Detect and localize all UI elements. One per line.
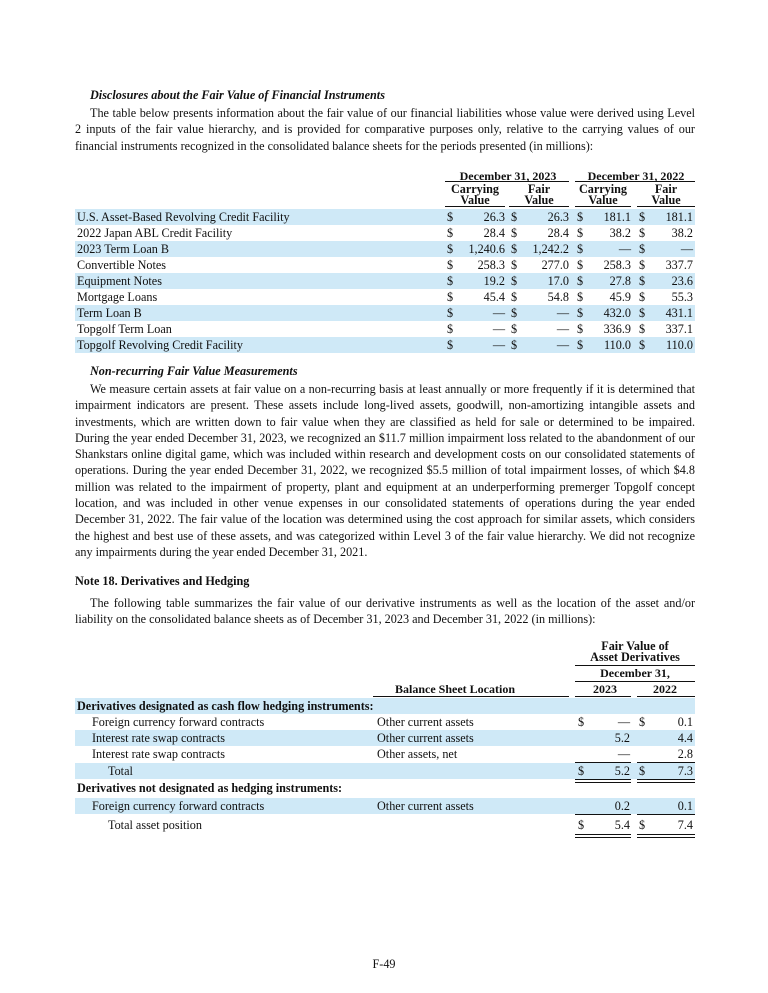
cell-value: —: [618, 242, 631, 256]
column-header-fair-2022: Fair Value: [651, 182, 681, 207]
row-location: Other current assets: [377, 731, 474, 745]
currency-symbol: $: [511, 322, 518, 336]
fair-value-intro-paragraph: The table below presents information about the fair value of our financial liabilities whose value were derived using Level 2 inputs of the fair value hierarchy, and is provided for comparative purposes only, relative to the carrying values of our financial instruments recognized in the consolidated balance sheets for the periods presented (in millions):: [75, 106, 695, 153]
cell-value: 432.0: [603, 306, 631, 320]
currency-symbol: $: [511, 338, 518, 352]
row-label: U.S. Asset-Based Revolving Credit Facility: [77, 210, 290, 224]
currency-symbol: $: [578, 715, 585, 729]
row-location: Other current assets: [377, 799, 474, 813]
row-label: Foreign currency forward contracts: [92, 715, 265, 729]
cell-value: —: [617, 747, 630, 761]
currency-symbol: $: [578, 818, 585, 832]
period-header-2023: December 31, 2023: [459, 169, 557, 183]
cell-value: 7.3: [677, 764, 693, 778]
cell-value: 1,242.2: [532, 242, 569, 256]
cell-value: 38.2: [671, 226, 693, 240]
cell-value: 17.0: [547, 274, 569, 288]
currency-symbol: $: [447, 274, 454, 288]
cell-value: —: [556, 338, 569, 352]
column-rule: [373, 696, 569, 697]
group-label: Derivatives designated as cash flow hedging instruments:: [77, 699, 374, 713]
column-header-carrying-2023: Carrying Value: [450, 182, 500, 207]
currency-symbol: $: [447, 306, 454, 320]
cell-value: 54.8: [547, 290, 569, 304]
double-underline: [637, 834, 695, 838]
currency-symbol: $: [577, 322, 584, 336]
row-label: Interest rate swap contracts: [92, 747, 225, 761]
cell-value: 337.1: [665, 322, 693, 336]
group-label: Derivatives not designated as hedging instruments:: [77, 781, 343, 795]
row-label: Convertible Notes: [77, 258, 167, 272]
cell-value: 26.3: [483, 210, 505, 224]
table-row: [75, 241, 695, 257]
currency-symbol: $: [511, 290, 518, 304]
cell-value: 181.1: [665, 210, 693, 224]
currency-symbol: $: [511, 242, 518, 256]
asset-derivatives-header: Fair Value of Asset Derivatives: [590, 639, 680, 664]
cell-value: 5.4: [614, 818, 630, 832]
row-location: Other assets, net: [377, 747, 458, 761]
cell-value: 0.2: [614, 799, 630, 813]
currency-symbol: $: [639, 274, 646, 288]
currency-symbol: $: [639, 210, 646, 224]
currency-symbol: $: [511, 226, 518, 240]
group-header-not-designated: [75, 780, 695, 796]
row-label: 2022 Japan ABL Credit Facility: [77, 226, 233, 240]
currency-symbol: $: [577, 242, 584, 256]
column-rule: [575, 696, 631, 697]
currency-symbol: $: [577, 226, 584, 240]
currency-symbol: $: [639, 818, 646, 832]
cell-value: —: [556, 322, 569, 336]
currency-symbol: $: [639, 242, 646, 256]
cell-value: 2.8: [677, 747, 693, 761]
group-header-cash-flow-hedging: [75, 698, 695, 714]
currency-symbol: $: [511, 258, 518, 272]
cell-value: 110.0: [604, 338, 631, 352]
currency-symbol: $: [447, 210, 454, 224]
balance-sheet-location-header: Balance Sheet Location: [395, 682, 515, 696]
section-heading-fair-value-disclosures: Disclosures about the Fair Value of Financial Instruments: [90, 88, 385, 102]
cell-value: 258.3: [603, 258, 631, 272]
column-header-fair-2023: Fair Value: [524, 182, 554, 207]
cell-value: 110.0: [666, 338, 693, 352]
currency-symbol: $: [577, 338, 584, 352]
cell-value: —: [492, 322, 505, 336]
year-header-2023: 2023: [593, 682, 617, 696]
cell-value: 28.4: [483, 226, 505, 240]
cell-value: —: [492, 338, 505, 352]
table-row: [75, 714, 695, 730]
currency-symbol: $: [639, 715, 646, 729]
cell-value: 258.3: [477, 258, 505, 272]
table-row: [75, 746, 695, 762]
row-label: Total: [108, 764, 133, 778]
subtotal-rule: [637, 814, 695, 815]
cell-value: 38.2: [609, 226, 631, 240]
subtotal-rule: [575, 814, 631, 815]
period-header-2022: December 31, 2022: [587, 169, 685, 183]
column-rule: [445, 206, 505, 207]
currency-symbol: $: [578, 764, 585, 778]
table-row: [75, 289, 695, 305]
currency-symbol: $: [639, 322, 646, 336]
currency-symbol: $: [639, 226, 646, 240]
row-label: Topgolf Revolving Credit Facility: [77, 338, 244, 352]
row-label: Equipment Notes: [77, 274, 162, 288]
cell-value: 5.2: [614, 764, 630, 778]
note-18-heading: Note 18. Derivatives and Hedging: [75, 574, 250, 588]
page-number: F-49: [372, 957, 396, 971]
currency-symbol: $: [577, 274, 584, 288]
currency-symbol: $: [447, 258, 454, 272]
row-label: Total asset position: [108, 818, 202, 832]
currency-symbol: $: [639, 338, 646, 352]
currency-symbol: $: [639, 258, 646, 272]
row-label: Mortgage Loans: [77, 290, 158, 304]
currency-symbol: $: [577, 306, 584, 320]
row-label: Topgolf Term Loan: [77, 322, 172, 336]
currency-symbol: $: [511, 210, 518, 224]
cell-value: 277.0: [541, 258, 569, 272]
row-label: Term Loan B: [77, 306, 142, 320]
year-header-2022: 2022: [653, 682, 677, 696]
column-rule: [637, 696, 695, 697]
cell-value: 336.9: [603, 322, 631, 336]
table-row: [75, 321, 695, 337]
currency-symbol: $: [447, 290, 454, 304]
table-row: [75, 730, 695, 746]
column-rule: [637, 206, 695, 207]
currency-symbol: $: [639, 306, 646, 320]
table-row: [75, 273, 695, 289]
cell-value: 4.4: [677, 731, 693, 745]
currency-symbol: $: [511, 306, 518, 320]
currency-symbol: $: [577, 290, 584, 304]
cell-value: 28.4: [547, 226, 569, 240]
row-label: Foreign currency forward contracts: [92, 799, 265, 813]
cell-value: 23.6: [671, 274, 693, 288]
row-label: Interest rate swap contracts: [92, 731, 225, 745]
table-row: [75, 337, 695, 353]
table-row: [75, 209, 695, 225]
currency-symbol: $: [447, 338, 454, 352]
derivatives-intro-paragraph: The following table summarizes the fair value of our derivative instruments as well as the location of the asset and/or liability on the consolidated balance sheets as of December 31, 2023 and December 31, 2022 (in millions):: [75, 596, 695, 627]
double-underline: [575, 834, 631, 838]
total-row: [75, 763, 695, 779]
cell-value: 55.3: [671, 290, 693, 304]
row-location: Other current assets: [377, 715, 474, 729]
currency-symbol: $: [447, 242, 454, 256]
cell-value: —: [492, 306, 505, 320]
column-header-carrying-2022: Carrying Value: [578, 182, 628, 207]
table-row: [75, 257, 695, 273]
cell-value: —: [556, 306, 569, 320]
currency-symbol: $: [511, 274, 518, 288]
cell-value: 1,240.6: [468, 242, 505, 256]
currency-symbol: $: [447, 322, 454, 336]
table-row: [75, 305, 695, 321]
row-label: 2023 Term Loan B: [77, 242, 170, 256]
non-recurring-paragraph: We measure certain assets at fair value on a non-recurring basis at least annually or more frequently if it is determined that impairment indicators are present. These assets include long-lived assets, goodwill, non-amortizing intangible assets and investments, which are written down to fair value when they are classified as held for sale or determined to be impaired. During the year ended December 31, 2023, we recognized an $11.7 million impairment loss related to the abandonment of our Shankstars online digital game, which was included within research and development costs on our consolidated statements of operations. During the year ended December 31, 2022, we recognized $5.5 million of total impairment losses, of which $4.8 million was related to the impairment of property, plant and equipment at an underperforming premerger Topgolf concept location, and was included in other venue expenses in our consolidated statements of operations during the year ended December 31, 2022. The fair value of the location was determined using the cost approach for similar assets, which considers the highest and best use of these assets, and was categorized within Level 3 of the fair value hierarchy. We did not recognize any impairments during the year ended December 31, 2021.: [75, 382, 695, 559]
cell-value: 45.9: [609, 290, 631, 304]
cell-value: 45.4: [483, 290, 505, 304]
column-rule: [509, 206, 569, 207]
section-heading-non-recurring: Non-recurring Fair Value Measurements: [90, 364, 298, 378]
cell-value: 337.7: [665, 258, 693, 272]
currency-symbol: $: [577, 258, 584, 272]
table-row: [75, 798, 695, 814]
cell-value: 7.4: [677, 818, 693, 832]
currency-symbol: $: [447, 226, 454, 240]
cell-value: 27.8: [609, 274, 631, 288]
currency-symbol: $: [639, 764, 646, 778]
grand-total-row: [75, 817, 695, 833]
cell-value: 26.3: [547, 210, 569, 224]
table-row: [75, 225, 695, 241]
date-header: December 31,: [600, 666, 670, 680]
cell-value: 0.1: [677, 715, 693, 729]
currency-symbol: $: [577, 210, 584, 224]
cell-value: —: [617, 715, 630, 729]
column-rule: [575, 206, 631, 207]
cell-value: 0.1: [677, 799, 693, 813]
cell-value: 5.2: [614, 731, 630, 745]
cell-value: 431.1: [665, 306, 693, 320]
cell-value: 181.1: [603, 210, 631, 224]
cell-value: 19.2: [483, 274, 505, 288]
cell-value: —: [680, 242, 693, 256]
currency-symbol: $: [639, 290, 646, 304]
